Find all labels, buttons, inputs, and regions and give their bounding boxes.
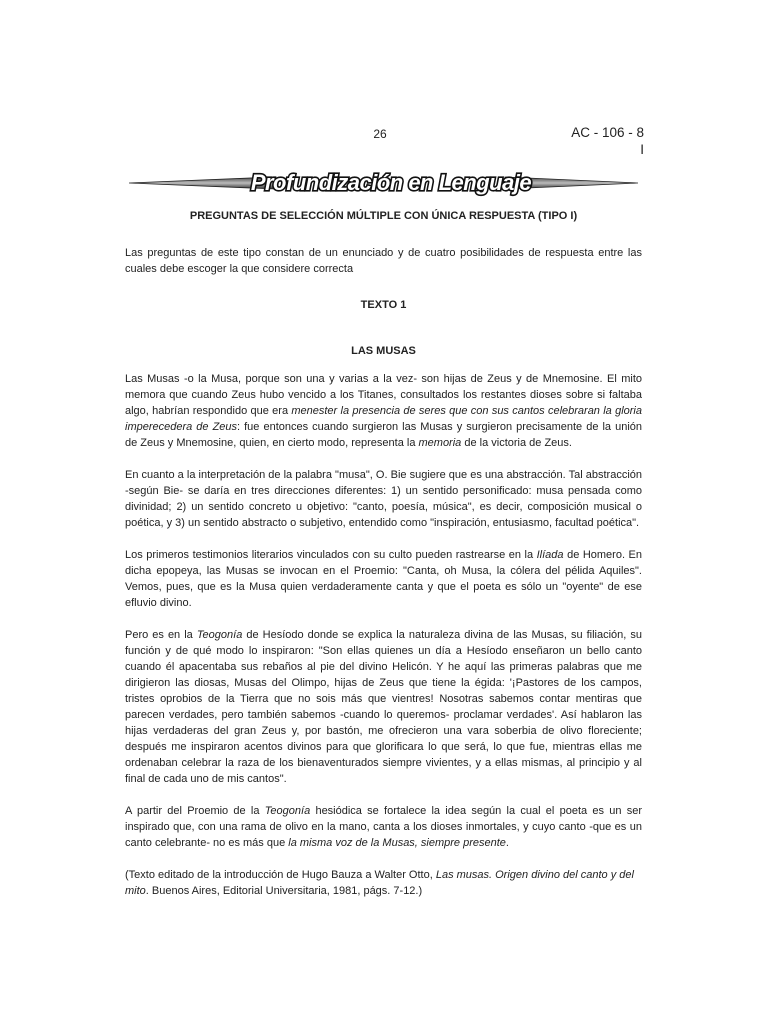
section-title: PREGUNTAS DE SELECCIÓN MÚLTIPLE CON ÚNICA RESPUESTA (TIPO I): [189, 210, 578, 222]
p1-italic-d: memoria: [418, 437, 462, 449]
paragraph-3: [125, 547, 642, 611]
paragraph-2: En cuanto a la interpretación de la palabra "musa", O. Bie sugiere que es una abstracción. Tal abstracción -según Bie- se daría en tres direcciones diferentes: 1) un sentido personificado: musa pensada como divinidad; 2) un sentido concreto u objetivo: "canto, poesía, música", es decir, composición musical o poética, y 3) un sentido abstracto o subjetivo, entendido como "inspiración, entusiasmo, facultad poética".: [125, 469, 642, 529]
p1-italic-b: menester la presencia de seres que con sus cantos celebraran la gloria imperecedera de Zeus: [125, 405, 642, 433]
document-code-line2: I: [640, 142, 644, 157]
p5-italic-d: la misma voz de la Musas, siempre presente: [288, 837, 506, 849]
p4-italic-b: Teogonía: [196, 629, 243, 641]
paragraph-1: [125, 371, 642, 451]
p5-text-c: hesiódica se fortalece la idea según la cual el poeta es un ser inspirado que, con una rama de olivo en la mano, canta a los dioses inmortales, y cuyo canto -que es un canto celebrante- no es más que: [125, 805, 642, 849]
citation: [125, 867, 642, 899]
citation-italic-b: Las musas. Origen divino del canto y del mito: [125, 869, 634, 897]
page-number: 26: [373, 127, 387, 141]
document-code: [571, 124, 644, 158]
p5-italic-b: Teogonía: [264, 805, 311, 817]
article-title: LAS MUSAS: [351, 345, 416, 357]
section-banner: [125, 162, 642, 204]
p3-text-a: Los primeros testimonios literarios vinculados con su culto pueden rastrearse en la: [125, 549, 537, 561]
p5-text-e: .: [505, 837, 509, 849]
p5-text-a: A partir del Proemio de la: [125, 805, 265, 817]
p1-text-e: de la victoria de Zeus.: [461, 437, 572, 449]
p3-italic-b: Ilíada: [536, 549, 564, 561]
banner-title: Profundización en Lenguaje: [250, 170, 532, 195]
p1-text-a: Las Musas -o la Musa, porque son una y varias a la vez- son hijas de Zeus y de Mnemosine. El mito memora que cuando Zeus hubo vencido a los Titanes, consultados los restantes dioses sobre si faltaba algo, habrían respondido que era: [125, 373, 642, 417]
instructions-paragraph: Las preguntas de este tipo constan de un enunciado y de cuatro posibilidades de respuesta entre las cuales debe escoger la que considere correcta: [125, 247, 642, 275]
citation-text-a: (Texto editado de la introducción de Hugo Bauza a Walter Otto,: [125, 869, 436, 881]
p4-text-a: Pero es en la: [125, 629, 197, 641]
text-label: TEXTO 1: [360, 299, 407, 311]
document-code-line1: AC - 106 - 8: [571, 125, 644, 140]
paragraph-4: [125, 627, 642, 787]
p4-text-c: de Hesíodo donde se explica la naturaleza divina de las Musas, su filiación, su función y de qué modo lo inspiraron: "Son ellas quienes un día a Hesíodo enseñaron un bello canto cuando él apacentaba sus rebaños al pie del divino Helicón. Y he aquí las primeras palabras que me dirigieron las diosas, Musas del Olimpo, hijas de Zeus que tiene la égida: '¡Pastores de los campos, tristes oprobios de la Tierra que no sois más que vientres! Nosotras sabemos contar mentiras que parecen verdades, pero también sabemos -cuando lo queremos- proclamar verdades'. Así hablaron las hijas verdaderas del gran Zeus y, por bastón, me ofrecieron una vara soberbia de olivo floreciente; después me inspiraron acentos divinos para que glorificara lo que será, lo que fue, mientras ellas me ordenaban celebrar la raza de los bienaventurados siempre vivientes, y a ellas mismas, al principio y al final de cada uno de mis cantos".: [125, 629, 643, 785]
p1-text-c: : fue entonces cuando surgieron las Musas y surgieron precisamente de la unión de Zeus y Mnemosine, quien, en cierto modo, representa la: [125, 421, 642, 449]
paragraph-5: [125, 803, 642, 851]
banner-graphic: [125, 162, 642, 204]
p3-text-c: de Homero. En dicha epopeya, las Musas se invocan en el Proemio: "Canta, oh Musa, la cólera del pélida Aquiles". Vemos, pues, que es la Musa quien verdaderamente canta y que el poeta es sólo un "oyente" de ese efluvio divino.: [125, 549, 642, 609]
citation-text-c: . Buenos Aires, Editorial Universitaria, 1981, págs. 7-12.): [145, 885, 423, 897]
